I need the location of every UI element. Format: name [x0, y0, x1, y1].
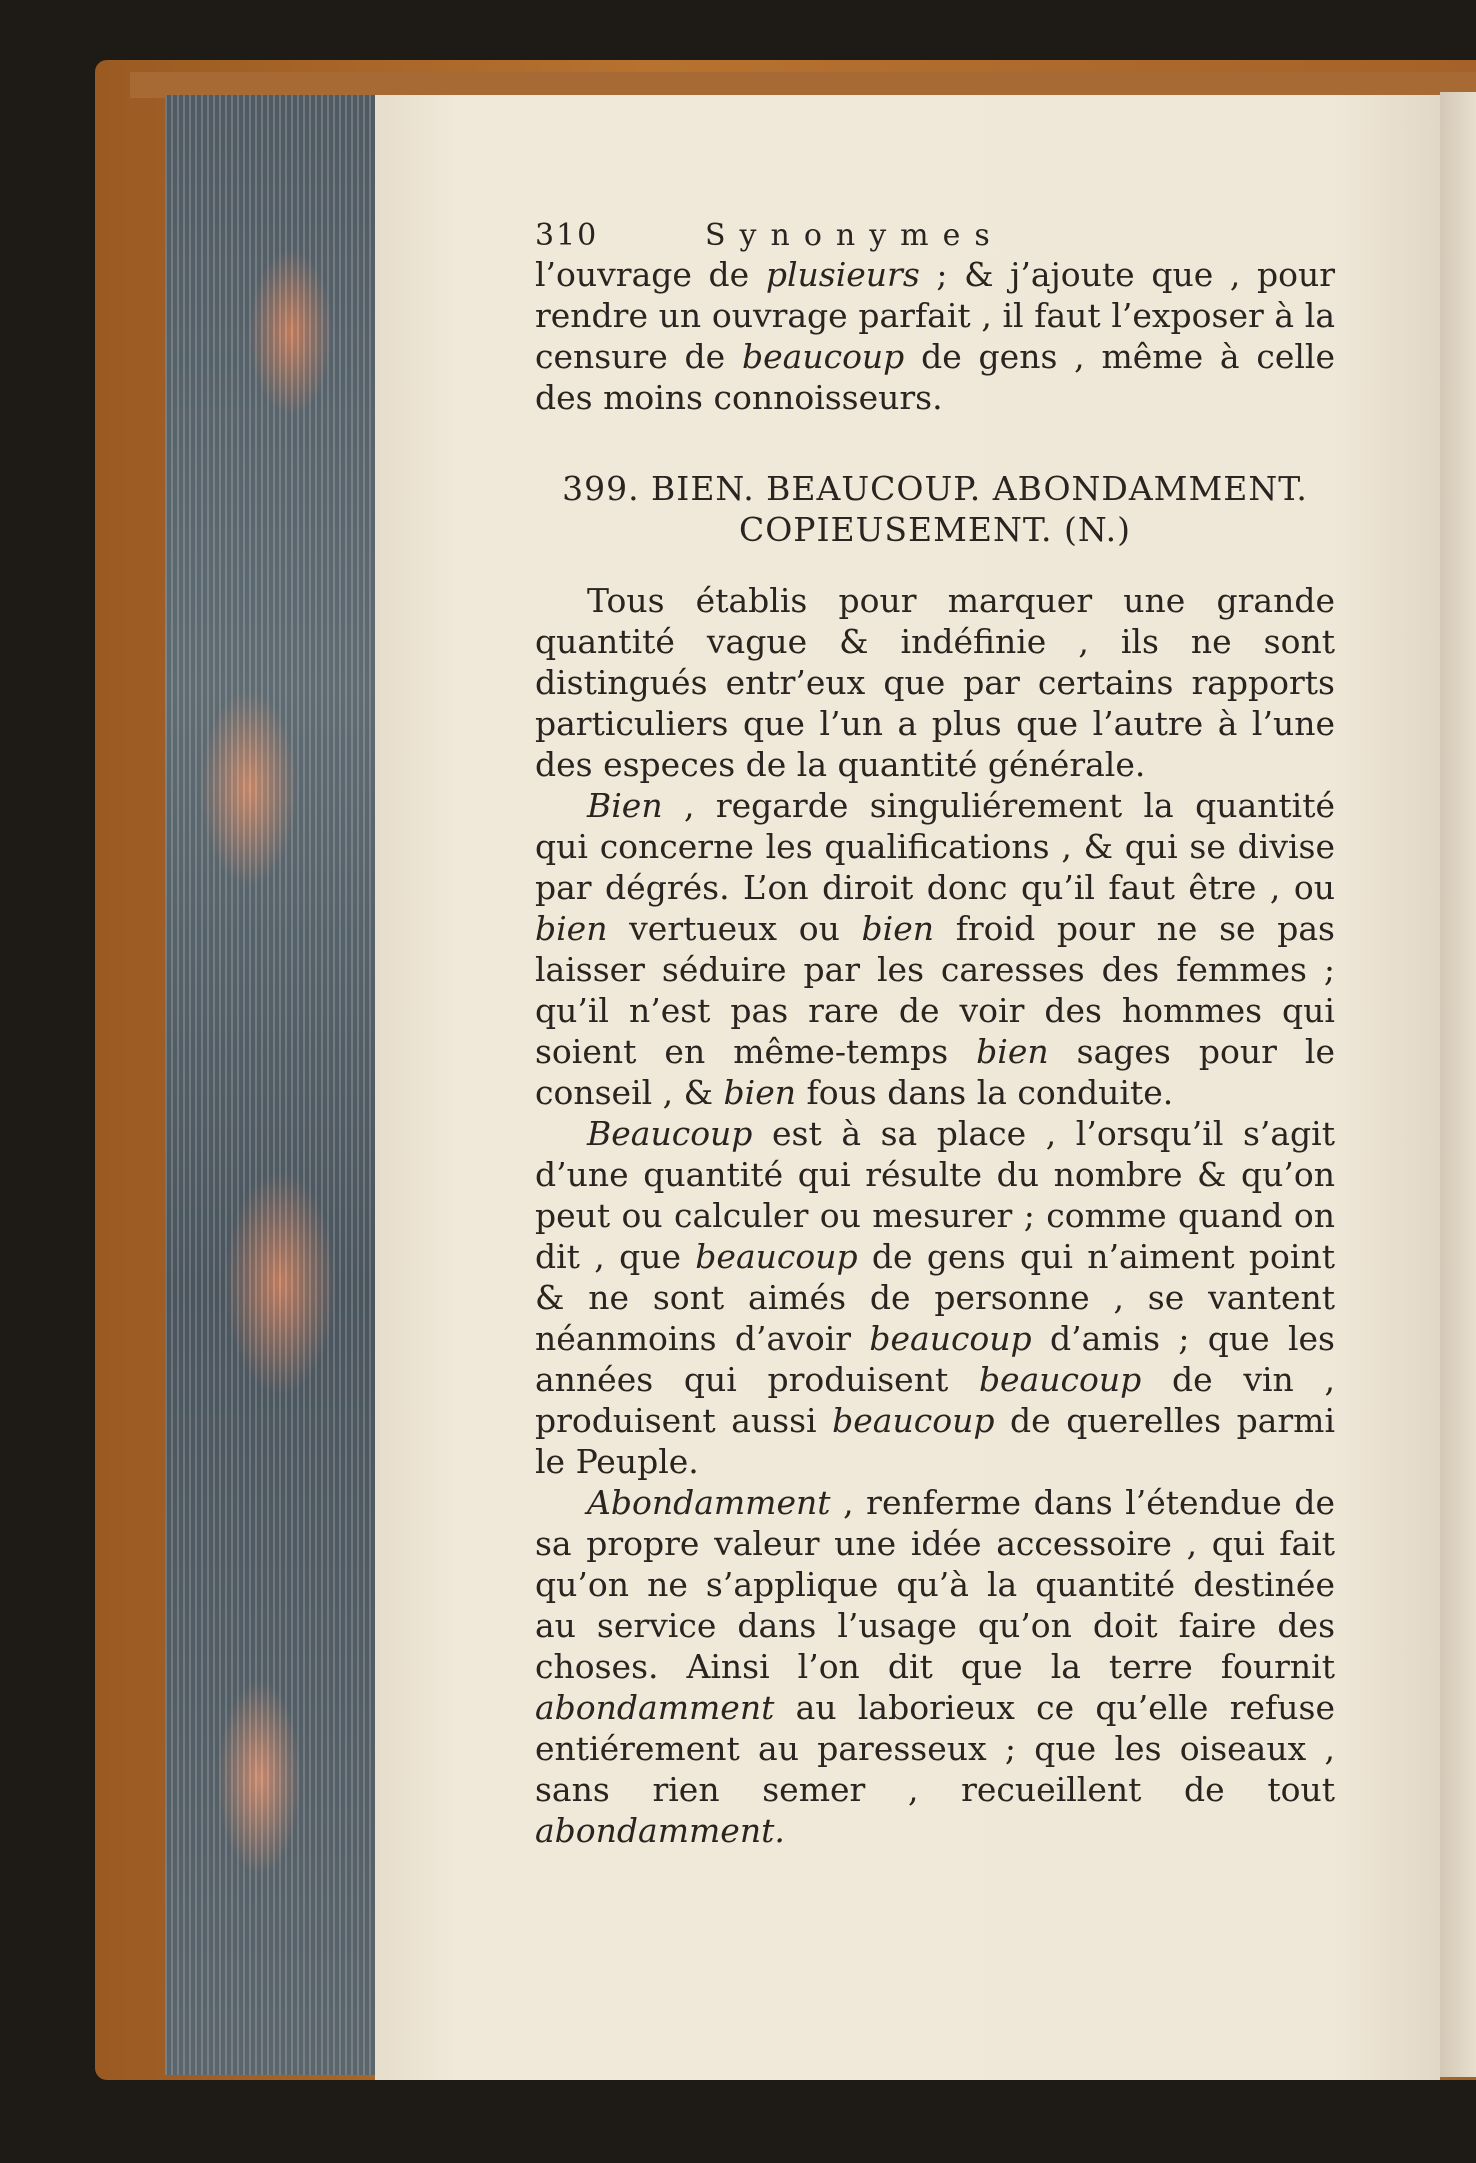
italic-term: bien: [861, 909, 934, 948]
page-text: [535, 218, 1335, 1851]
italic-term: plusieurs: [765, 255, 920, 294]
text-run: fous dans la conduite.: [795, 1073, 1174, 1112]
italic-term: beaucoup: [832, 1401, 995, 1440]
entry-heading-line-2: COPIEUSEMENT. (N.): [738, 510, 1132, 549]
text-run: vertueux ou: [607, 909, 862, 948]
marbled-page-edge: [165, 95, 375, 2075]
text-run: est à sa place , l’orsqu’il s’agit d’une quantité qui résulte du nombre & qu’on peut ou calculer ou mesurer ; comme quand on dit , que: [535, 1114, 1335, 1276]
text-run: de gens , même à celle des moins connoisseurs.: [535, 337, 1336, 417]
text-run: au laborieux ce qu’elle refuse entiérement au paresseux ; que les oiseaux , sans rien semer , recueillent de tout: [535, 1688, 1335, 1809]
running-header: [535, 218, 1335, 254]
entry-body: [535, 580, 1335, 1851]
italic-term: bien: [723, 1073, 796, 1112]
text-run: l’ouvrage de: [535, 255, 766, 294]
italic-term: beaucoup: [869, 1319, 1032, 1358]
text-run: Tous établis pour marquer une grande quantité vague & indéfinie , ils ne sont distingués entr’eux que par certains rapports particuliers que l’un a plus que l’autre à l’une des especes de la quantité générale.: [535, 581, 1335, 784]
italic-term: Abondamment: [587, 1483, 831, 1522]
text-run: de querelles parmi le Peuple.: [535, 1401, 1336, 1481]
italic-term: beaucoup: [742, 337, 905, 376]
entry-heading-line-1: 399. BIEN. BEAUCOUP. ABONDAMMENT.: [562, 469, 1308, 508]
text-run: d’amis ; que les années qui produisent: [535, 1319, 1335, 1399]
text-run: de vin , produisent aussi: [535, 1360, 1335, 1440]
page-number: 310: [535, 218, 599, 253]
text-run: , renferme dans l’étendue de sa propre valeur une idée accessoire , qui fait qu’on ne s’applique qu’à la quantité destinée au service dans l’usage qu’on doit faire des choses. Ainsi l’on dit que la terre fournit: [535, 1483, 1335, 1686]
entry-heading: [535, 468, 1335, 550]
body-paragraph: [535, 1113, 1335, 1482]
italic-term: bien: [535, 909, 608, 948]
body-paragraph: [535, 1482, 1335, 1851]
body-paragraph: [535, 580, 1335, 785]
facing-page-edge: [1440, 92, 1476, 2077]
italic-term: bien: [976, 1032, 1049, 1071]
running-title: Synonymes: [705, 218, 1004, 253]
text-run: de gens qui n’aiment point & ne sont aimés de personne , se vantent néanmoins d’avoir: [535, 1237, 1335, 1358]
italic-term: abondamment: [535, 1688, 775, 1727]
italic-term: Bien: [587, 786, 663, 825]
text-run: ; & j’ajoute que , pour rendre un ouvrage parfait , il faut l’exposer à la censure de: [535, 255, 1336, 376]
italic-term: Beaucoup: [587, 1114, 753, 1153]
italic-term: beaucoup: [695, 1237, 858, 1276]
italic-term: beaucoup: [978, 1360, 1142, 1399]
text-run: sages pour le conseil , &: [535, 1032, 1335, 1112]
text-run: , regarde singuliérement la quantité qui concerne les qualifications , & qui se divise par dégrés. L’on diroit donc qu’il faut être , ou: [535, 786, 1335, 907]
body-paragraph: [535, 785, 1335, 1113]
text-run: froid pour ne se pas laisser séduire par les caresses des femmes ; qu’il n’est pas rare de voir des hommes qui soient en même-temps: [535, 909, 1335, 1071]
continuation-paragraph: [535, 254, 1335, 418]
italic-term: abondamment.: [535, 1811, 785, 1850]
